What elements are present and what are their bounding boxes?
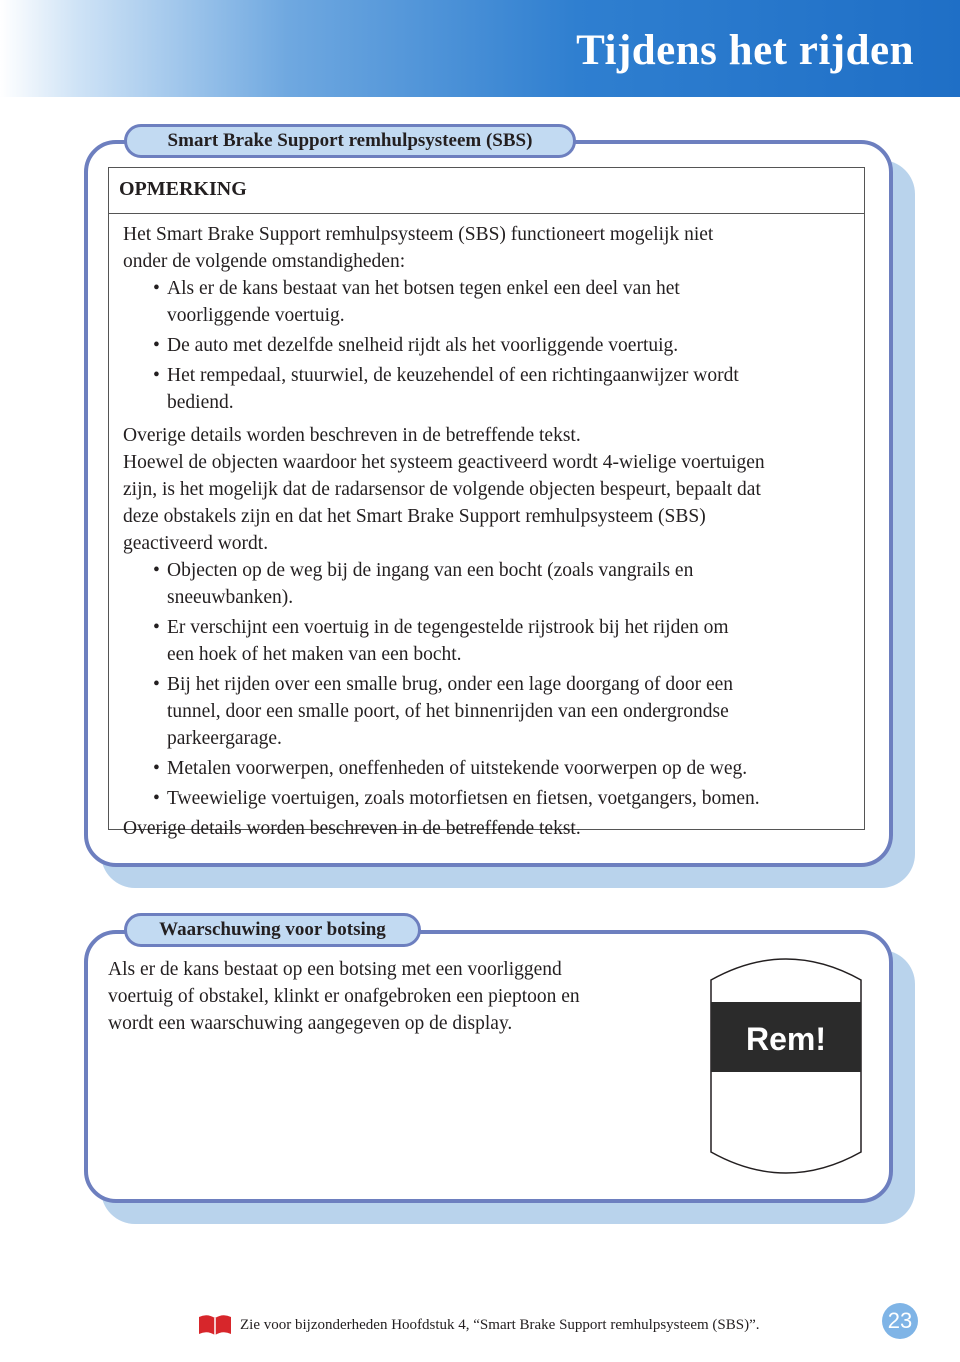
para2-line-4: geactiveerd wordt. xyxy=(123,533,269,554)
intro-line-1: Het Smart Brake Support remhulpsysteem (SBS) functioneert mogelijk niet xyxy=(123,224,714,245)
header-title: Tijdens het rijden xyxy=(576,27,914,74)
warning-text xyxy=(108,956,678,1037)
display-warning-text: Rem! xyxy=(745,1021,827,1057)
bullet-item: • Bij het rijden over een smalle brug, onder een lage doorgang of door een tunnel, door een smalle poort, of het binnenrijden van een ondergrondse parkeergarage. xyxy=(153,674,734,749)
details-line: Overige details worden beschreven in de betreffende tekst. xyxy=(123,425,581,446)
page-number: 23 xyxy=(882,1303,918,1339)
warning-line-2: voertuig of obstakel, klinkt er onafgebroken een pieptoon en xyxy=(108,986,580,1007)
intro-line-2: onder de volgende omstandigheden: xyxy=(123,251,406,272)
bullet-item: • Metalen voorwerpen, oneffenheden of uitstekende voorwerpen op de weg. xyxy=(153,758,748,779)
para2-line-2: zijn, is het mogelijk dat de radarsensor de volgende objecten bespeurt, bepaalt dat xyxy=(123,479,761,500)
notice-title: OPMERKING xyxy=(109,168,864,214)
bullet-item: • Als er de kans bestaat van het botsen tegen enkel een deel van het voorliggende voertuig. xyxy=(153,278,680,326)
section1-tab: Smart Brake Support remhulpsysteem (SBS) xyxy=(124,124,576,158)
bullet-item: • Het rempedaal, stuurwiel, de keuzehendel of een richtingaanwijzer wordt bediend. xyxy=(153,365,739,413)
page-header xyxy=(0,0,960,97)
section2-tab: Waarschuwing voor botsing xyxy=(124,913,421,947)
notice-body xyxy=(123,221,865,842)
bullet-item: • Er verschijnt een voertuig in de tegengestelde rijstrook bij het rijden om een hoek of het maken van een bocht. xyxy=(153,617,729,665)
warning-display-illustration xyxy=(709,950,863,1187)
warning-line-3: wordt een waarschuwing aangegeven op de display. xyxy=(108,1013,513,1034)
footer-reference: Zie voor bijzonderheden Hoofdstuk 4, “Smart Brake Support remhulpsysteem (SBS)”. xyxy=(240,1317,760,1333)
book-icon xyxy=(198,1314,232,1336)
para2-line-3: deze obstakels zijn en dat het Smart Brake Support remhulpsysteem (SBS) xyxy=(123,506,706,527)
bullet-item: • Tweewielige voertuigen, zoals motorfietsen en fietsen, voetgangers, bomen. xyxy=(153,788,760,809)
para2-line-1: Hoewel de objecten waardoor het systeem geactiveerd wordt 4-wielige voertuigen xyxy=(123,452,765,473)
display-screen xyxy=(709,950,863,1182)
bullet-item: • Objecten op de weg bij de ingang van een bocht (zoals vangrails en sneeuwbanken). xyxy=(153,560,694,608)
warning-line-1: Als er de kans bestaat op een botsing met een voorliggend xyxy=(108,959,562,980)
bullet-item: • De auto met dezelfde snelheid rijdt als het voorliggende voertuig. xyxy=(153,335,679,356)
notice-box xyxy=(108,167,865,839)
details-line: Overige details worden beschreven in de betreffende tekst. xyxy=(123,818,581,839)
